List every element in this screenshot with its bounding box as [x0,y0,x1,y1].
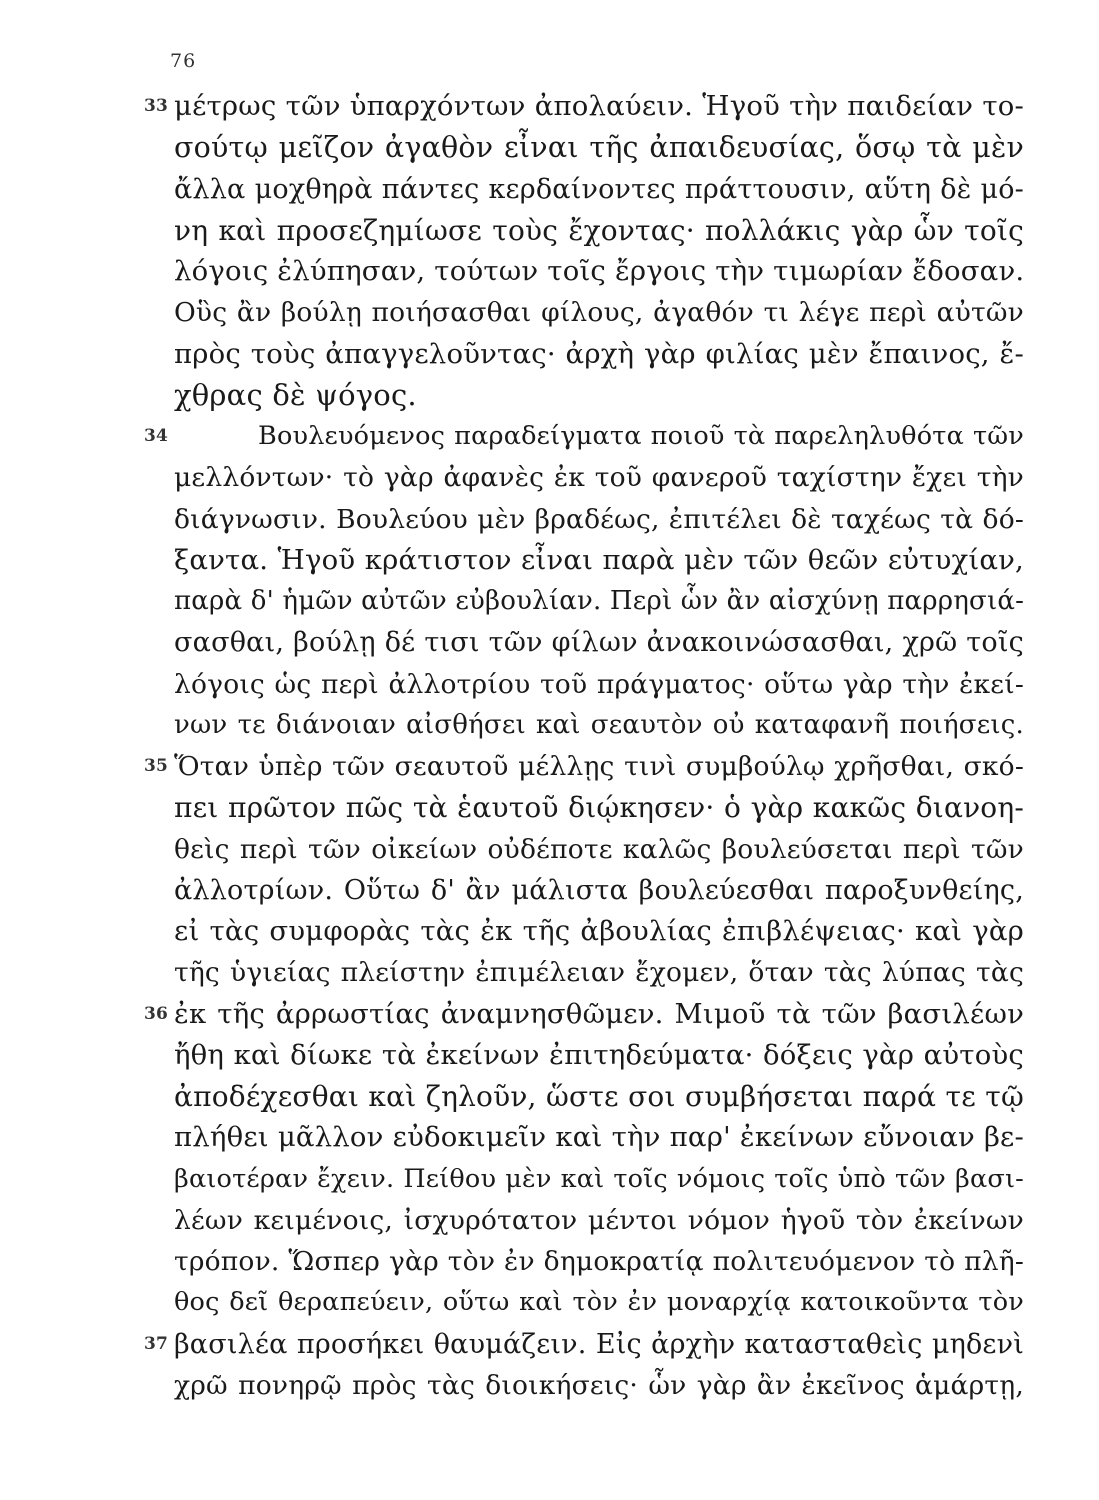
text-line [174,251,1024,292]
line-text: διάγνωσιν. Βουλεύου μὲν βραδέως, ἐπιτέλει δὲ ταχέως τὰ δό- [174,503,1024,535]
line-text: τῆς ὑγιείας πλείστην ἐπιμέλειαν ἔχομεν, ὅταν τὰς λύπας τὰς [174,957,1024,989]
text-line [144,1324,1024,1365]
line-text: παρὰ δ' ἡμῶν αὐτῶν εὐβουλίαν. Περὶ ὧν ἂν αἰσχύνῃ παρρησιά- [174,586,1024,616]
text-line [174,1076,1024,1117]
text-line [174,1282,1024,1323]
line-text: εἰ τὰς συμφορὰς τὰς ἐκ τῆς ἀβουλίας ἐπιβλέψειας· καὶ γὰρ [174,915,1024,947]
line-text: Οὓς ἂν βούλῃ ποιήσασθαι φίλους, ἀγαθόν τι λέγε περὶ αὐτῶν [174,297,1024,329]
line-text: λέων κειμένοις, ἰσχυρότατον μέντοι νόμον ἡγοῦ τὸν ἐκείνων [174,1204,1024,1236]
line-text: πρὸς τοὺς ἀπαγγελοῦντας· ἀρχὴ γὰρ φιλίας μὲν ἔπαινος, ἔ- [174,337,1024,370]
line-text: ξαντα. Ἡγοῦ κράτιστον εἶναι παρὰ μὲν τῶν θεῶν εὐτυχίαν, [174,543,1024,576]
text-line [174,911,1024,952]
line-text: νη καὶ προσεζημίωσε τοὺς ἔχοντας· πολλάκις γὰρ ὧν τοῖς [174,213,1024,247]
line-text: χρῶ πονηρῷ πρὸς τὰς διοικήσεις· ὧν γὰρ ἂν ἐκεῖνος ἁμάρτῃ, [174,1369,1024,1401]
text-line [174,540,1024,581]
line-text: βαιοτέραν ἔχειν. Πείθου μὲν καὶ τοῖς νόμοις τοῖς ὑπὸ τῶν βασι- [174,1163,1024,1194]
text-line [174,210,1024,251]
text-line [144,86,1024,127]
line-text: βασιλέα προσήκει θαυμάζειν. Εἰς ἀρχὴν κατασταθεὶς μηδενὶ [174,1328,1024,1360]
text-line [174,169,1024,210]
text-line [174,1035,1024,1076]
line-text: πλήθει μᾶλλον εὐδοκιμεῖν καὶ τὴν παρ' ἐκείνων εὔνοιαν βε- [174,1121,1024,1154]
line-text: λόγοις ὡς περὶ ἀλλοτρίου τοῦ πράγματος· οὕτω γὰρ τὴν ἐκεί- [174,668,1024,700]
section-number: 34 [144,426,169,446]
text-line [174,622,1024,663]
text-line [174,705,1024,746]
line-text: μέτρως τῶν ὑπαρχόντων ἀπολαύειν. Ἡγοῦ τὴν παιδείαν το- [174,90,1024,122]
line-text: σούτῳ μεῖζον ἀγαθὸν εἶναι τῆς ἀπαιδευσίας, ὅσῳ τὰ μὲν [174,131,1024,165]
line-text: ἀποδέχεσθαι καὶ ζηλοῦν, ὥστε σοι συμβήσεται παρά τε τῷ [174,1080,1024,1113]
text-line [174,457,1024,498]
section-number: 37 [144,1333,169,1354]
text-line [174,581,1024,622]
text-line [174,334,1024,375]
section-number: 35 [144,756,169,776]
line-text: χθρας δὲ ψόγος. [174,377,417,412]
text-line [144,746,1024,787]
text-line [174,127,1024,168]
text-line [174,1200,1024,1241]
line-text: ἄλλα μοχθηρὰ πάντες κερδαίνοντες πράττουσιν, αὕτη δὲ μό- [174,173,1024,205]
text-line [174,1159,1024,1200]
line-text: ἀλλοτρίων. Οὕτω δ' ἂν μάλιστα βουλεύεσθαι παροξυνθείης, [174,874,1024,906]
greek-text-body [144,86,1024,1406]
text-line [174,292,1024,333]
text-line [144,416,1024,457]
text-line [174,375,1024,416]
text-line [144,994,1024,1035]
text-line [174,499,1024,540]
line-text: ἐκ τῆς ἀρρωστίας ἀναμνησθῶμεν. Μιμοῦ τὰ τῶν βασιλέων [174,997,1024,1030]
section-number: 36 [144,1003,169,1024]
line-text: Ὅταν ὑπὲρ τῶν σεαυτοῦ μέλλῃς τινὶ συμβούλῳ χρῆσθαι, σκό- [174,751,1024,782]
text-line [174,1241,1024,1282]
text-line [174,1365,1024,1406]
text-line [174,1117,1024,1158]
line-text: πει πρῶτον πῶς τὰ ἑαυτοῦ διῴκησεν· ὁ γὰρ κακῶς διανοη- [174,791,1024,825]
line-text: μελλόντων· τὸ γὰρ ἀφανὲς ἐκ τοῦ φανεροῦ ταχίστην ἔχει τὴν [174,462,1024,494]
line-text: ἤθη καὶ δίωκε τὰ ἐκείνων ἐπιτηδεύματα· δόξεις γὰρ αὐτοὺς [174,1038,1024,1071]
text-line [174,870,1024,911]
line-text: τρόπον. Ὥσπερ γὰρ τὸν ἐν δημοκρατίᾳ πολιτευόμενον τὸ πλῆ- [174,1246,1024,1277]
section-number: 33 [144,96,169,116]
text-line [174,952,1024,993]
line-text: θεὶς περὶ τῶν οἰκείων οὐδέποτε καλῶς βουλεύσεται περὶ τῶν [174,833,1024,865]
text-line [174,787,1024,828]
line-text: λόγοις ἐλύπησαν, τούτων τοῖς ἔργοις τὴν τιμωρίαν ἔδοσαν. [174,255,1024,287]
page-number: 76 [170,50,197,72]
line-text: σασθαι, βούλῃ δέ τισι τῶν φίλων ἀνακοινώσασθαι, χρῶ τοῖς [174,627,1024,659]
text-line [174,829,1024,870]
line-text: θος δεῖ θεραπεύειν, οὕτω καὶ τὸν ἐν μοναρχίᾳ κατοικοῦντα τὸν [174,1287,1024,1318]
line-text: νων τε διάνοιαν αἰσθήσει καὶ σεαυτὸν οὐ καταφανῆ ποιήσεις. [174,709,1024,740]
line-text: Βουλευόμενος παραδείγματα ποιοῦ τὰ παρεληλυθότα τῶν [258,421,1024,451]
text-line [174,664,1024,705]
